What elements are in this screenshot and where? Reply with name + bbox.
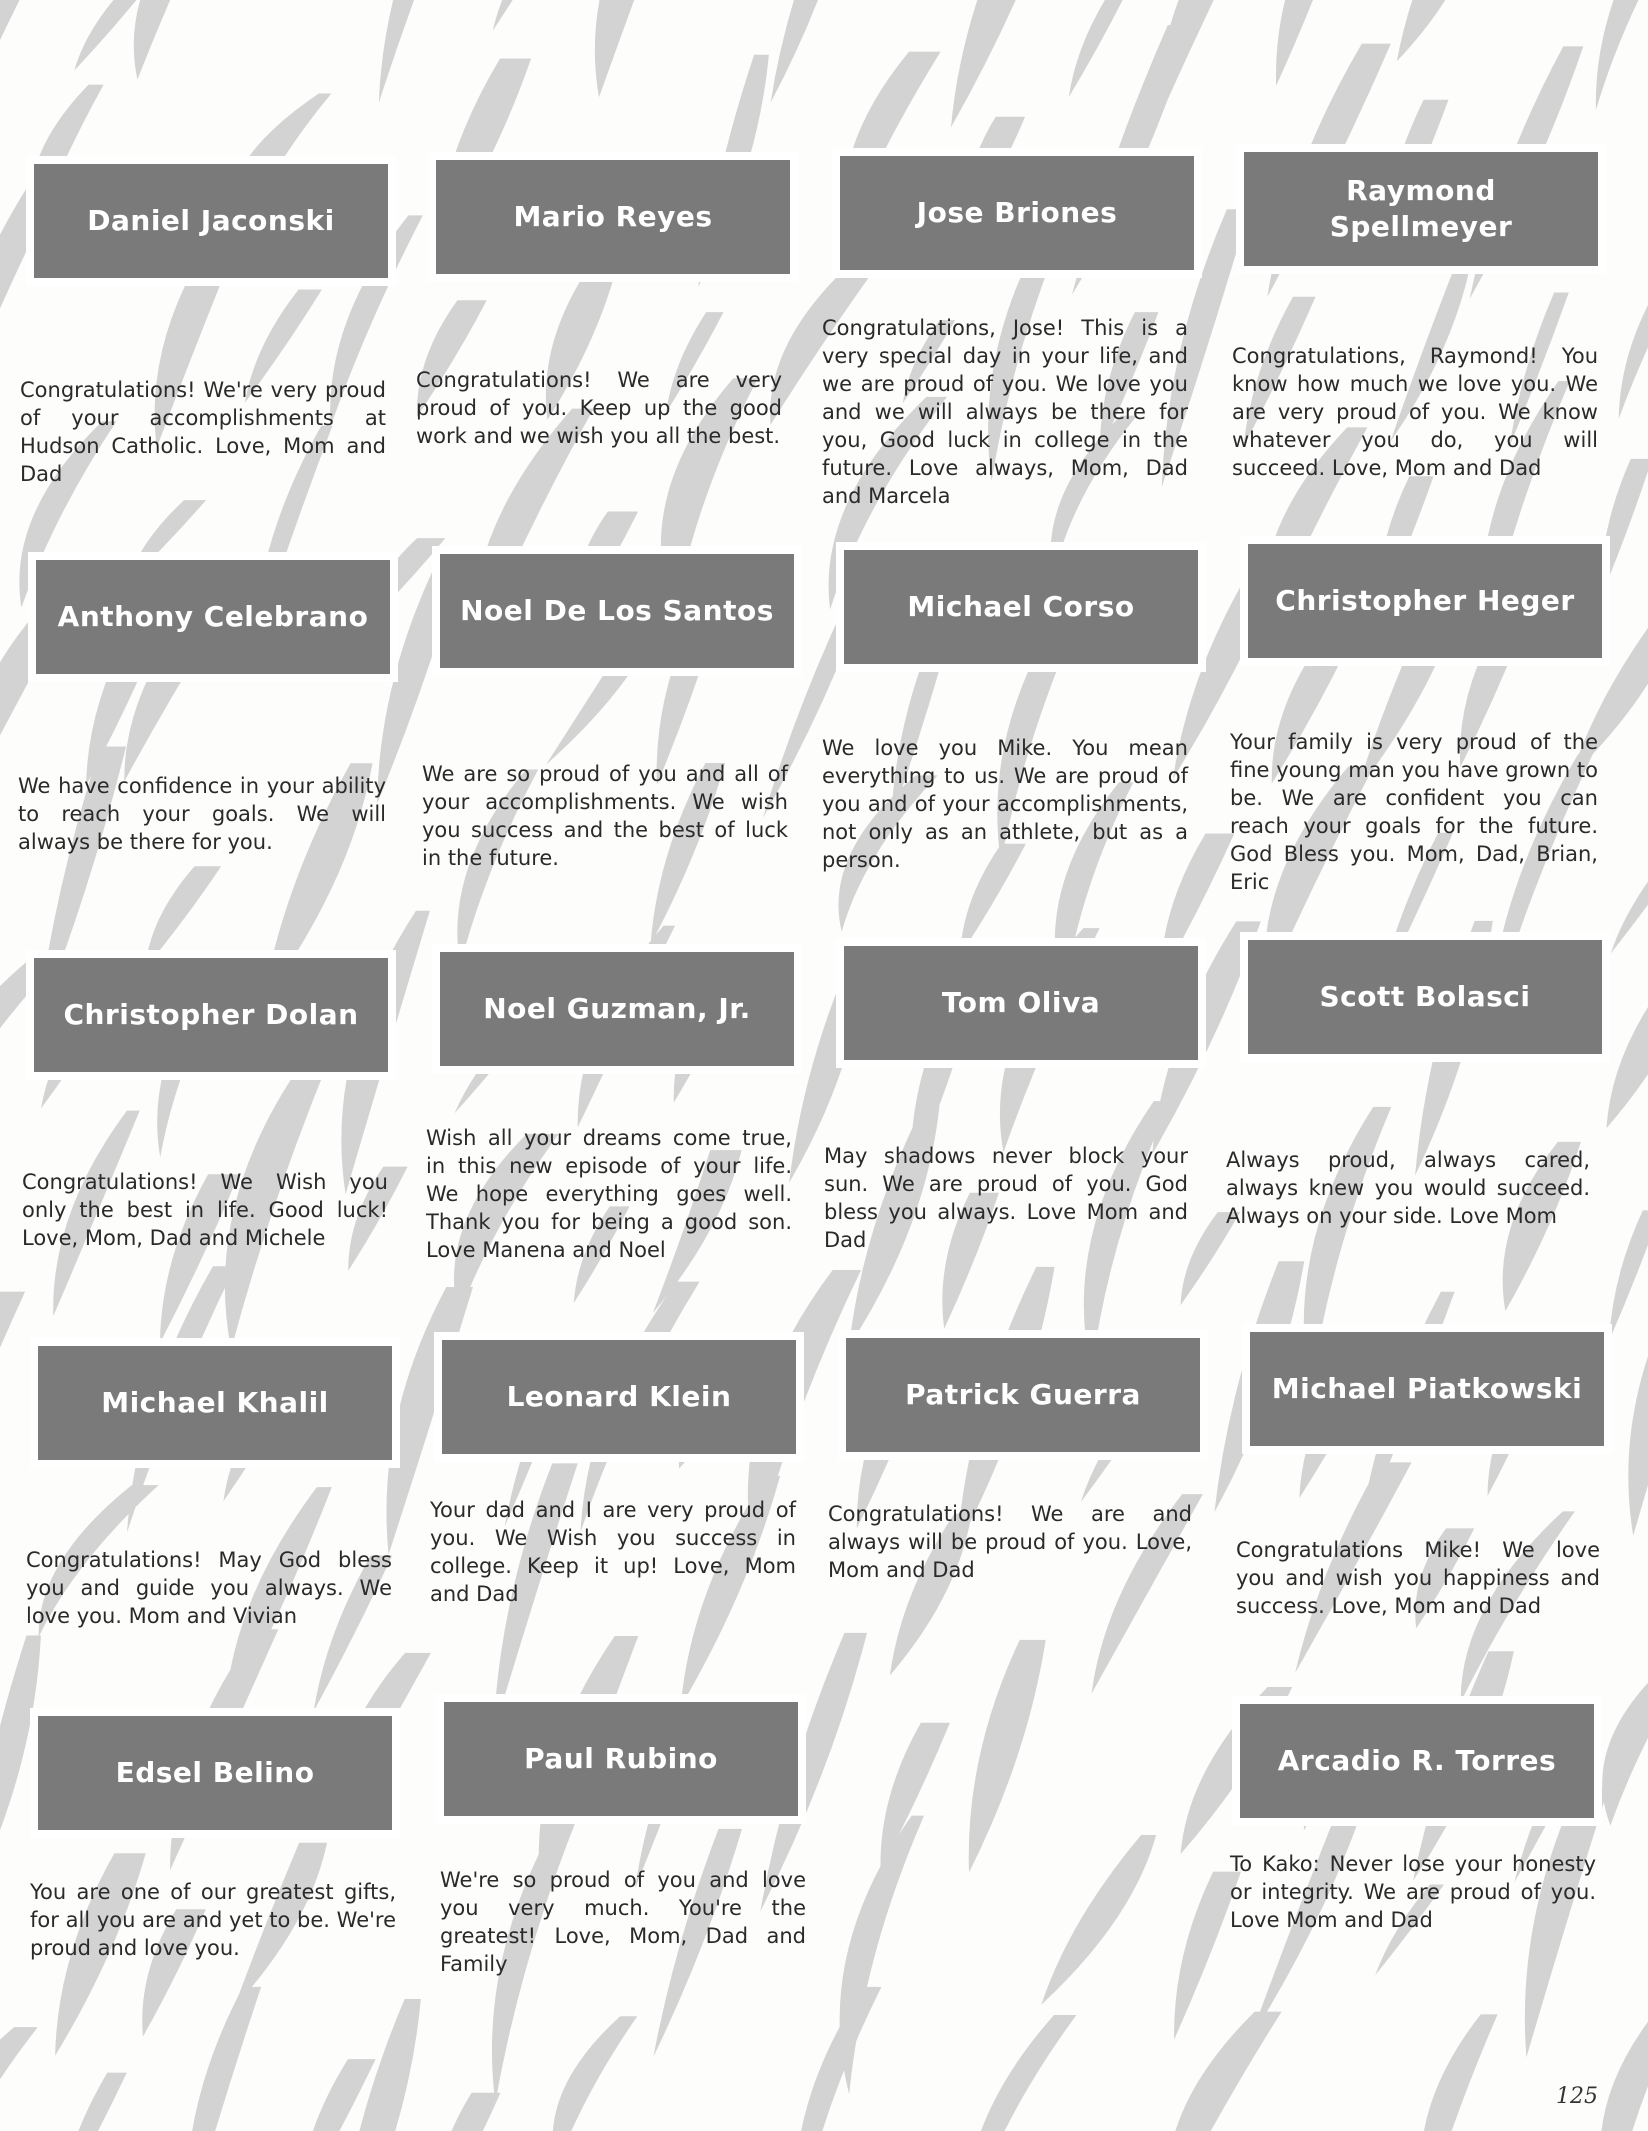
ad-message: To Kako: Never lose your honesty or integrity. We are proud of you. Love Mom and Dad: [1230, 1852, 1596, 1932]
name-plate: [1240, 932, 1610, 1062]
zebra-stripe: [0, 0, 56, 86]
zebra-stripe: [1619, 241, 1648, 419]
name-plate: [1240, 536, 1610, 666]
zebra-stripe: [1041, 1835, 1156, 2005]
zebra-stripe: [553, 2016, 638, 2131]
zebra-stripe: [493, 0, 552, 31]
zebra-stripe: [1602, 1667, 1648, 1825]
senior-name: Leonard Klein: [506, 1380, 732, 1413]
ad-message: We have confidence in your ability to reach your goals. We will always be there for you.: [18, 774, 386, 854]
name-plate: [838, 1330, 1208, 1460]
name-plate: [436, 1694, 806, 1824]
zebra-stripe: [1596, 0, 1648, 110]
senior-name: Daniel Jaconski: [87, 204, 335, 237]
senior-name: Michael Corso: [907, 590, 1135, 623]
ad-message: Congratulations! We are very proud of you. Keep up the good work and we wish you all the best.: [416, 368, 782, 448]
ad-message: Your family is very proud of the fine young man you have grown to be. We are confident you can reach your goals for the future. God Bless you. Mom, Dad, Brian, Eric: [1230, 730, 1598, 894]
ad-message: Congratulations, Jose! This is a very special day in your life, and we are proud of you. We love you and we will always be there for you, Good luck in college in the future. Love always, Mom, Dad and Marcela: [822, 316, 1188, 508]
zebra-stripe: [1609, 1210, 1648, 1340]
ad-message: Wish all your dreams come true, in this new episode of your life. We hope everything goes well. Thank you for being a good son. Love Manena and Noel: [426, 1126, 792, 1262]
ad-message: We love you Mike. You mean everything to us. We are proud of you and of your accomplishments, not only as an athlete, but as a person.: [822, 736, 1188, 872]
ad-message: You are one of our greatest gifts, for all you are and yet to be. We're proud and love you.: [30, 1880, 396, 1960]
name-plate: [428, 152, 798, 282]
ad-message: Always proud, always cared, always knew you would succeed. Always on your side. Love Mom: [1226, 1148, 1590, 1228]
name-plate: [30, 1338, 400, 1468]
senior-name: Scott Bolasci: [1319, 980, 1531, 1013]
zebra-stripe: [969, 1640, 1046, 1873]
name-plate: [28, 552, 398, 682]
zebra-stripe: [1600, 1998, 1648, 2131]
senior-name: Michael Khalil: [101, 1386, 329, 1419]
ad-message: Congratulations, Raymond! You know how much we love you. We are very proud of you. We know whatever you do, you will succeed. Love, Mom and Dad: [1232, 344, 1598, 480]
senior-name: Paul Rubino: [524, 1742, 718, 1775]
zebra-stripe: [965, 2015, 1076, 2131]
name-plate: [832, 148, 1202, 278]
ad-message: Congratulations! May God bless you and guide you always. We love you. Mom and Vivian: [26, 1548, 392, 1628]
name-plate: [432, 546, 802, 676]
zebra-stripe: [1276, 0, 1343, 86]
zebra-stripe: [1420, 2014, 1497, 2131]
name-plate: [836, 938, 1206, 1068]
senior-name: Raymond Spellmeyer: [1329, 174, 1513, 243]
zebra-stripe: [432, 2093, 500, 2131]
name-plate: [26, 950, 396, 1080]
ad-message: Congratulations Mike! We love you and wish you happiness and success. Love, Mom and Dad: [1236, 1538, 1600, 1618]
zebra-stripe: [134, 0, 221, 79]
zebra-stripe: [1611, 859, 1648, 954]
ad-message: Congratulations! We are and always will be proud of you. Love, Mom and Dad: [828, 1502, 1192, 1582]
zebra-stripe: [58, 2073, 127, 2131]
senior-name: Anthony Celebrano: [57, 600, 369, 633]
zebra-stripe: [951, 0, 1069, 127]
name-plate: [432, 944, 802, 1074]
senior-name: Tom Oliva: [941, 986, 1101, 1019]
senior-name: Michael Piatkowski: [1271, 1372, 1583, 1405]
zebra-stripe: [1606, 971, 1648, 1128]
ad-message: We are so proud of you and all of your accomplishments. We wish you success and the best of luck in the future.: [422, 762, 788, 870]
senior-name: Christopher Dolan: [63, 998, 359, 1031]
senior-name: Jose Briones: [916, 196, 1118, 229]
name-plate: [1236, 144, 1606, 274]
zebra-stripe: [794, 1987, 881, 2131]
senior-name: Mario Reyes: [513, 200, 713, 233]
name-plate: [836, 542, 1206, 672]
senior-name: Edsel Belino: [115, 1756, 315, 1789]
name-plate: [26, 156, 396, 286]
zebra-stripe: [1167, 2012, 1282, 2131]
ad-message: Congratulations! We're very proud of your accomplishments at Hudson Catholic. Love, Mom and Dad: [20, 378, 386, 486]
zebra-stripe: [1069, 0, 1127, 97]
senior-name: Arcadio R. Torres: [1277, 1744, 1557, 1777]
senior-name: Christopher Heger: [1275, 584, 1575, 617]
senior-name: Noel Guzman, Jr.: [483, 992, 751, 1025]
zebra-stripe: [186, 1987, 261, 2131]
senior-name: Patrick Guerra: [905, 1378, 1141, 1411]
zebra-stripe: [0, 2027, 38, 2131]
zebra-stripe: [771, 0, 852, 102]
senior-name: Noel De Los Santos: [460, 594, 774, 627]
zebra-stripe: [379, 0, 478, 103]
name-plate: [30, 1708, 400, 1838]
ad-message: Congratulations! We Wish you only the best in life. Good luck! Love, Mom, Dad and Michele: [22, 1170, 388, 1250]
ad-message: We're so proud of you and love you very much. You're the greatest! Love, Mom, Dad and Family: [440, 1868, 806, 1976]
name-plate: [434, 1332, 804, 1462]
ad-message: Your dad and I are very proud of you. We Wish you success in college. Keep it up! Love, Mom and Dad: [430, 1498, 796, 1606]
zebra-stripe: [0, 1292, 25, 1557]
zebra-stripe: [1628, 1279, 1648, 1536]
zebra-stripe: [1397, 0, 1483, 61]
name-plate: [1232, 1696, 1602, 1826]
ad-message: May shadows never block your sun. We are proud of you. God bless you always. Love Mom and Dad: [824, 1144, 1188, 1252]
page-number: 125: [1556, 2084, 1598, 2109]
zebra-stripe: [595, 0, 686, 97]
name-plate: [1242, 1324, 1612, 1454]
